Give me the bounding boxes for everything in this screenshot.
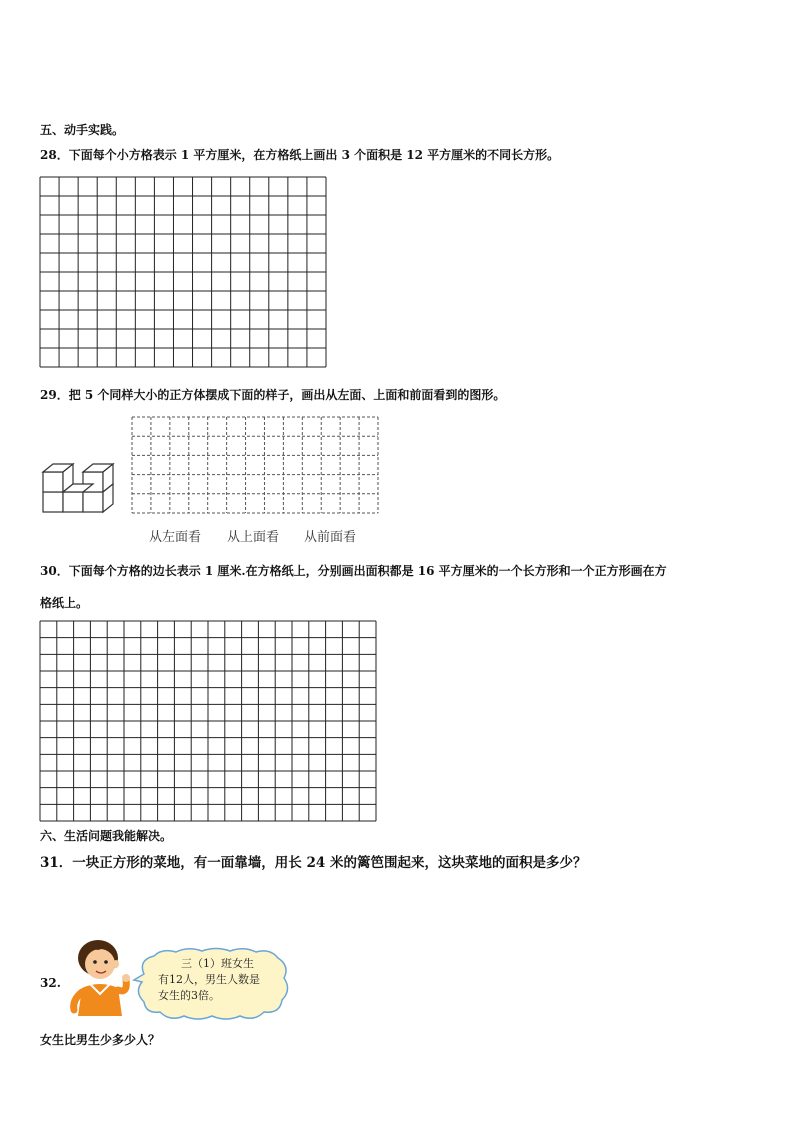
q30-grid-paper	[39, 620, 377, 822]
question-31-text: 31．一块正方形的菜地，有一面靠墙，用长 24 米的篱笆围起来，这块菜地的面积是多少？	[40, 855, 587, 871]
cube-arrangement-figure	[40, 460, 120, 516]
question-32-text: 女生比男生少多少人？	[40, 1033, 161, 1047]
question-29-text: 29．把 5 个同样大小的正方体摆成下面的样子，画出从左面、上面和前面看到的图形。	[40, 388, 506, 402]
bubble-line-1: 三（1）班女生	[181, 957, 254, 970]
q29-dashed-grid	[131, 416, 379, 514]
boy-illustration	[64, 936, 140, 1016]
section-five-heading: 五、动手实践。	[40, 123, 125, 137]
view-label-front: 从前面看	[304, 530, 357, 545]
view-label-top: 从上面看	[227, 530, 280, 545]
question-28-text: 28．下面每个小方格表示 1 平方厘米，在方格纸上画出 3 个面积是 12 平方厘米的不同长方形。	[40, 148, 560, 162]
bubble-line-3: 女生的3倍。	[158, 989, 220, 1002]
question-30-text-line1: 30．下面每个方格的边长表示 1 厘米.在方格纸上，分别画出面积都是 16 平方厘米的一个长方形和一个正方形画在方	[40, 564, 667, 578]
section-six-heading: 六、生活问题我能解决。	[40, 829, 173, 843]
question-30-text-line2: 格纸上。	[40, 596, 89, 610]
bubble-line-2: 有12人，男生人数是	[158, 973, 260, 986]
view-label-left: 从左面看	[149, 530, 202, 545]
q28-grid-paper	[39, 176, 327, 368]
question-32-number: 32.	[40, 976, 61, 990]
